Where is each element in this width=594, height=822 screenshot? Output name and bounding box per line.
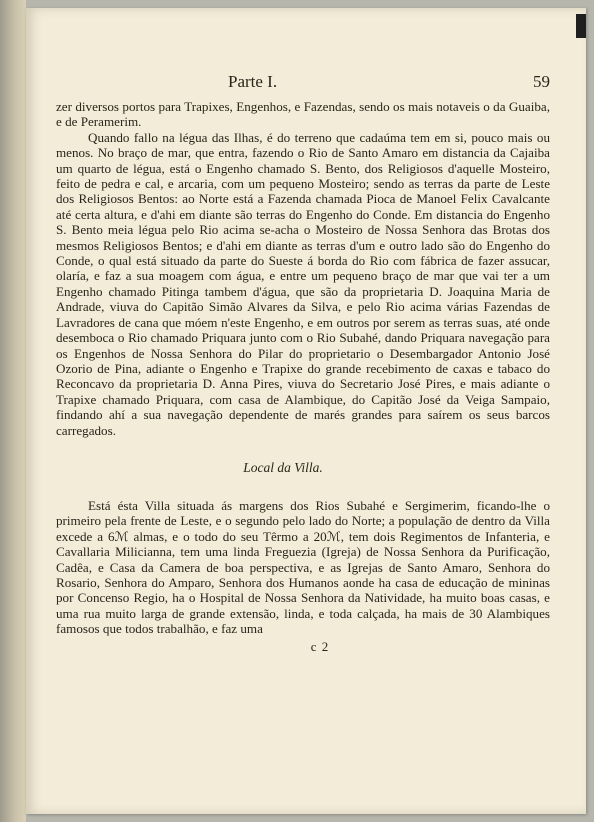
page-number: 59 (533, 72, 550, 91)
running-head (56, 72, 550, 96)
section-heading: Local da Villa. (243, 459, 323, 475)
paragraph-continuation: zer diversos portos para Trapixes, Engenhos, e Fazendas, sendo os mais notaveis o da Guaiba, e de Peramerim. (56, 99, 550, 130)
paragraph-villa: Está ésta Villa situada ás margens dos Rios Subahé e Sergimerim, ficando-lhe o primeiro pela frente de Leste, e o segundo pelo lado do Norte; a população de dentro da Villa excede a 6ℳ almas, e o todo do seu Têrmo a 20ℳ, tem dois Regimentos de Infanteria, e Cavallaria Milicianna, tem uma linda Freguezia (Igreja) de Nossa Senhora da Purificação, Cadêa, e Casa da Camera de boa perspectiva, e as Igrejas de Santo Amaro, Senhora do Rosario, Senhora do Amparo, Senhora dos Humanos aonde ha casa de educação de mininas por Concenso Regio, ha o Hospital de Nossa Senhora da Natividade, ha muito boas casas, e uma rua muito larga de grande extensão, linda, e toda calçada, ha mais de 30 Alambiques famosos que todos trabalhão, e faz uma (56, 497, 550, 637)
page-text-block (56, 72, 550, 655)
page-marker-tab (576, 14, 586, 38)
running-head-title: Parte I. (228, 72, 278, 91)
facing-page-edge (0, 0, 26, 822)
paragraph-engenhos: Quando fallo na légua das Ilhas, é do terreno que cadaúma tem em si, pouco mais ou menos. No braço de mar, que entra, fazendo o Rio de Santo Amaro em distancia da Cajaiba um quarto de légua, está o Engenho chamado S. Bento, dos Religiosos d'aquelle Mosteiro, feito de pedra e cal, e arcaria, com um pequeno Mosteiro; sendo as terras da parte de Leste dos Religiosos Bentos: ao Norte está a Fazenda chamada Pioca de Manoel Felix Cavalcante até certa altura, e d'ahi em diante são terras do Engenho do Conde. Em distancia do Engenho S. Bento meia légua pelo Rio acima se-acha o Mosteiro de Nossa Senhora das Brotas dos mesmos Religiosos Bentos; e d'ahi em diante as terras d'um e outro lado são do Engenho do Conde, o qual está situado da parte do Sueste á borda do Rio com fábrica de fazer assucar, olaría, e faz a sua moagem com água, e entre um pequeno braço de mar que vai ter a um Engenho chamado Pitinga tambem d'água, que são da proprietaria D. Joaquina Maria de Andrade, viuva do Capitão Simão Alvares da Silva, e pelo Rio acima várias Fazendas de Lavradores de cana que móem n'este Engenho, e em outros por serem as terras suas, até onde desemboca o Rio chamado Priquara junto com o Rio Subahé, dando Priquara navegação para os Engenhos de Nossa Senhora do Pilar do proprietario o Desembargador Antonio José Ozorio de Pina, adiante o Engenho e Trapixe do grande recebimento de caxas e tabaco do Reconcavo da proprietaria D. Anna Pires, viuva do Secretario José Pires, e mais adiante o Trapixe chamado Priquara, com casa de Alambique, do Capitão José da Veiga Sampaio, findando ahí a sua navegação dependente de marés grandes para saírem os seus barcos carregados. (56, 129, 550, 438)
signature-mark: c 2 (310, 638, 330, 654)
